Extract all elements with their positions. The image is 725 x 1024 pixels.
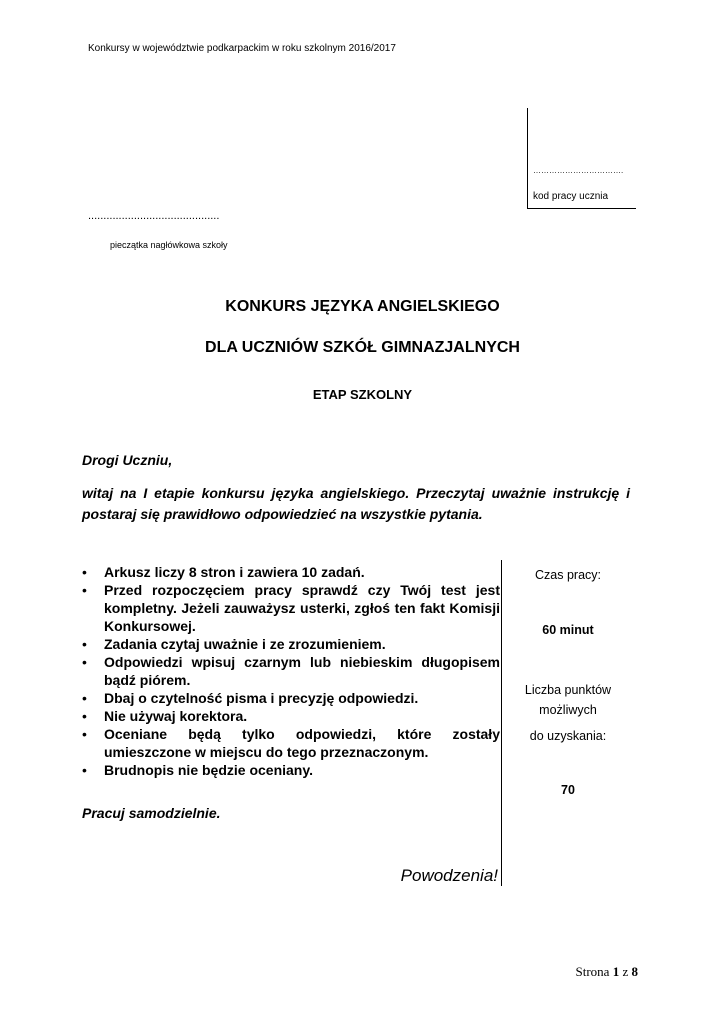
bullet-icon: • xyxy=(82,582,87,598)
bullet-icon: • xyxy=(82,690,87,706)
list-item: • Przed rozpoczęciem pracy sprawdź czy Twój test jest kompletny. Jeżeli zauważysz usterki, zgłoś ten fakt Komisji Konkursowej. xyxy=(82,582,500,634)
column-divider xyxy=(501,560,502,886)
school-stamp-dots: ........................................... xyxy=(88,210,220,222)
points-label-continued: do uzyskania: xyxy=(529,729,607,743)
time-label: Czas pracy: xyxy=(535,568,601,582)
student-code-label: kod pracy ucznia xyxy=(533,191,609,202)
intro-text: witaj na I etapie konkursu języka angielskiego. Przeczytaj uważnie instrukcję i postaraj się prawidłowo odpowiedzieć na wszystkie pytania. xyxy=(82,485,630,522)
list-item: • Zadania czytaj uważnie i ze zrozumieniem. xyxy=(82,636,386,652)
header-note: Konkursy w województwie podkarpackim w roku szkolnym 2016/2017 xyxy=(88,43,396,54)
bullet-icon: • xyxy=(82,708,87,724)
list-item: • Odpowiedzi wpisuj czarnym lub niebieskim długopisem bądź piórem. xyxy=(82,654,500,688)
bullet-icon: • xyxy=(82,726,87,742)
points-label: Liczba punktów możliwych xyxy=(524,683,612,717)
contest-subtitle: DLA UCZNIÓW SZKÓŁ GIMNAZJALNYCH xyxy=(205,339,520,356)
bullet-icon: • xyxy=(82,762,87,778)
points-value: 70 xyxy=(561,783,575,797)
bullet-icon: • xyxy=(82,564,87,580)
student-code-dots: ……………………………. xyxy=(533,166,624,175)
contest-stage: ETAP SZKOLNY xyxy=(312,387,413,402)
list-item: • Arkusz liczy 8 stron i zawiera 10 zadań. xyxy=(82,564,365,580)
time-value: 60 minut xyxy=(542,623,594,637)
school-stamp-label: pieczątka nagłówkowa szkoły xyxy=(110,240,228,250)
good-luck: Powodzenia! xyxy=(400,866,498,885)
page-number: Strona 1 z 8 xyxy=(575,964,638,979)
contest-title: KONKURS JĘZYKA ANGIELSKIEGO xyxy=(225,298,500,315)
bullet-icon: • xyxy=(82,654,87,670)
greeting: Drogi Uczniu, xyxy=(82,452,173,468)
list-item: • Oceniane będą tylko odpowiedzi, które zostały umieszczone w miejscu do tego przeznaczonym. xyxy=(82,726,500,760)
bullet-icon: • xyxy=(82,636,87,652)
list-item: • Nie używaj korektora. xyxy=(82,708,248,724)
closing-note: Pracuj samodzielnie. xyxy=(82,805,221,821)
list-item: • Brudnopis nie będzie oceniany. xyxy=(82,762,313,778)
instructions-list xyxy=(82,563,500,779)
list-item: • Dbaj o czytelność pisma i precyzję odpowiedzi. xyxy=(82,690,419,706)
